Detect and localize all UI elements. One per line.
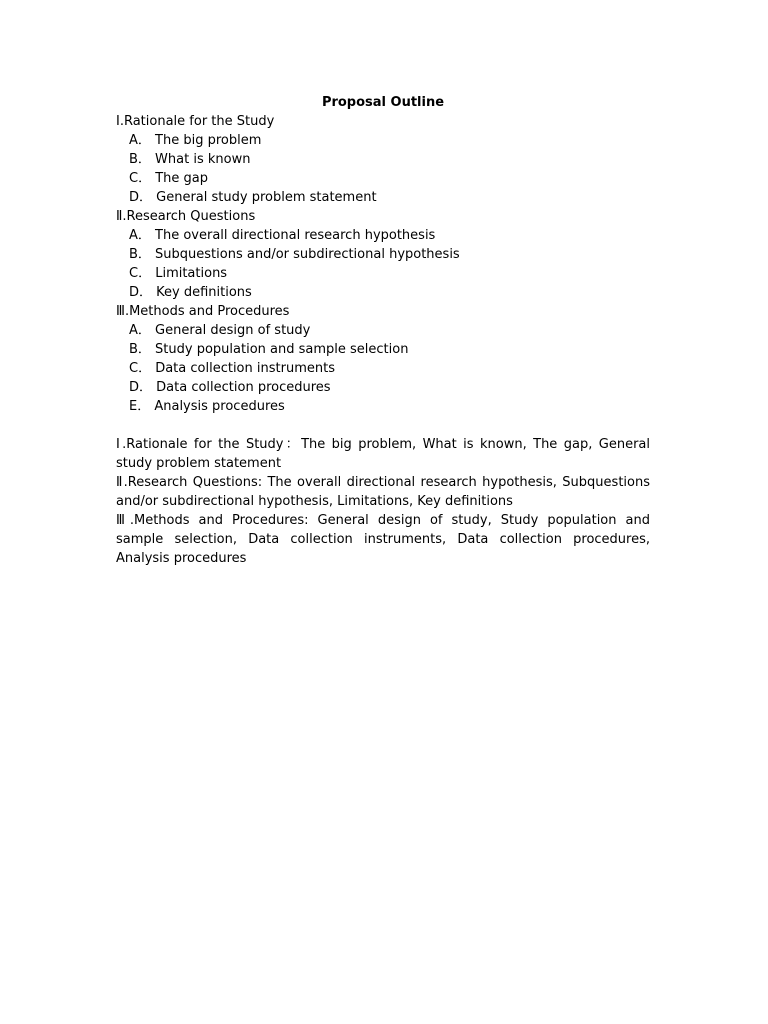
outline-item: A． The overall directional research hypothesis [129,228,436,243]
summary-paragraph: Ⅰ.Rationale for the Study：The big problem, What is known, The gap, General study problem statement [116,437,650,471]
outline-section [116,207,650,302]
outline-item: D． Key definitions [129,285,252,300]
outline-heading: Ⅲ.Methods and Procedures [116,304,290,319]
outline-item: D． General study problem statement [129,190,377,205]
outline-item: E． Analysis procedures [129,399,285,414]
outline-item: B． Study population and sample selection [129,342,409,357]
outline-heading: Ⅱ.Research Questions [116,209,256,224]
document-title: Proposal Outline [321,95,445,110]
outline-item: B． What is known [129,152,251,167]
outline-item: C． Limitations [129,266,228,281]
outline-item: A． The big problem [129,133,262,148]
outline-item: D． Data collection procedures [129,380,331,395]
summary-paragraph: Ⅱ.Research Questions: The overall directional research hypothesis, Subquestions and/or subdirectional hypothesis, Limitations, Key definitions [116,475,650,509]
outline-heading: Ⅰ.Rationale for the Study [116,114,275,129]
blank-line [116,416,650,435]
summary-paragraph: Ⅲ.Methods and Procedures: General design of study, Study population and sample selection, Data collection instruments, Data collection procedures, Analysis procedures [116,513,650,566]
outline-section [116,302,650,416]
document-page [116,93,650,568]
outline-item: A． General design of study [129,323,311,338]
outline-item: C． Data collection instruments [129,361,335,376]
outline-section [116,112,650,207]
outline-item: C． The gap [129,171,208,186]
outline-item: B． Subquestions and/or subdirectional hypothesis [129,247,460,262]
